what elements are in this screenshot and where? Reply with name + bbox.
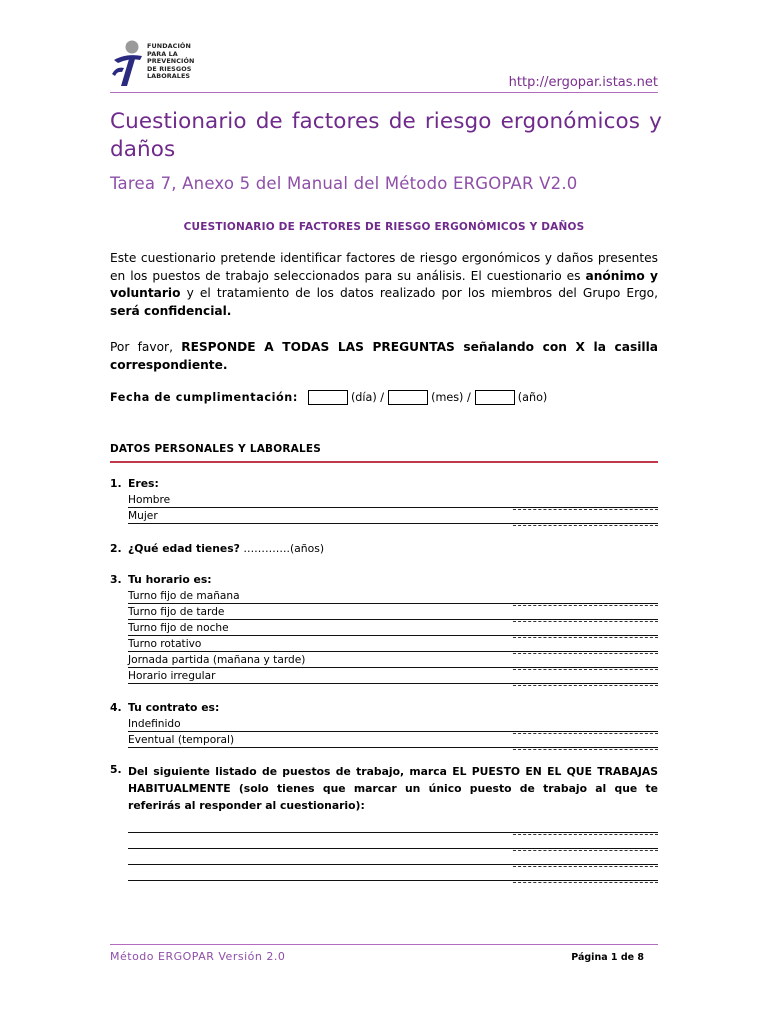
question-label: Tu contrato es: (128, 701, 220, 714)
month-label: (mes) (431, 391, 464, 404)
option-row[interactable] (128, 604, 658, 620)
question-number: 4. (110, 701, 122, 714)
answer-box[interactable] (513, 749, 658, 750)
option-label: Jornada partida (mañana y tarde) (128, 654, 306, 666)
workstation-list (128, 817, 658, 881)
date-separator: / (380, 391, 385, 404)
document-title: Cuestionario de factores de riesgo ergonómicos y daños (110, 109, 662, 162)
month-input-box[interactable] (388, 390, 428, 405)
logo-line: PREVENCIÓN (147, 57, 195, 66)
header-divider (110, 92, 658, 93)
option-label: Eventual (temporal) (128, 734, 235, 746)
question-label: Tu horario es: (128, 573, 212, 586)
day-label: (día) (350, 391, 377, 404)
option-row[interactable] (128, 732, 658, 748)
option-row[interactable] (128, 652, 658, 668)
option-row[interactable] (128, 636, 658, 652)
intro-bold-confidential: será confidencial. (110, 303, 232, 318)
option-row[interactable] (128, 668, 658, 684)
question-text: Del siguiente listado de puestos de trabajo, marca EL PUESTO EN EL QUE TRABAJAS HABITUALMENTE (solo tienes que marcar un único puesto de trabajo al que te referirás al responder al cuestionario): (128, 765, 658, 812)
intro-bold-anonymous: anónimo y voluntario (110, 268, 659, 300)
month-unit (431, 391, 471, 404)
option-list (128, 716, 658, 748)
footer-divider (110, 944, 658, 945)
workstation-row[interactable] (128, 833, 658, 849)
answer-box[interactable] (513, 685, 658, 686)
workstation-row[interactable] (128, 865, 658, 881)
year-input-box[interactable] (475, 390, 515, 405)
question-label (128, 542, 324, 555)
option-label: Turno fijo de tarde (128, 606, 225, 618)
logo-line: FUNDACIÓN (147, 42, 191, 50)
header-url-link[interactable]: http://ergopar.istas.net (508, 75, 658, 90)
request-paragraph (110, 339, 658, 374)
option-list (128, 588, 658, 684)
request-text: Por favor, (110, 340, 182, 354)
question-number: 1. (110, 477, 122, 490)
option-row[interactable] (128, 620, 658, 636)
document-subtitle: Tarea 7, Anexo 5 del Manual del Método ERGOPAR V2.0 (110, 174, 578, 193)
option-label: Indefinido (128, 718, 181, 730)
date-row (110, 390, 551, 405)
option-row[interactable] (128, 508, 658, 524)
intro-text: y el tratamiento de los datos realizado por los miembros del Grupo Ergo, (180, 286, 658, 300)
intro-paragraph (110, 250, 658, 320)
date-label: Fecha de cumplimentación: (110, 391, 298, 404)
option-label: Mujer (128, 510, 158, 522)
section-heading: CUESTIONARIO DE FACTORES DE RIESGO ERGONÓMICOS Y DAÑOS (183, 221, 585, 233)
logo-line: DE RIESGOS (147, 64, 192, 73)
footer-method-version: Método ERGOPAR Versión 2.0 (110, 950, 286, 963)
logo-line: LABORALES (147, 72, 191, 81)
option-row[interactable] (128, 492, 658, 508)
personal-data-divider (110, 461, 658, 463)
workstation-row[interactable] (128, 817, 658, 833)
day-input-box[interactable] (308, 390, 348, 405)
question-number: 2. (110, 542, 122, 555)
option-label: Horario irregular (128, 670, 216, 682)
year-label: (año) (517, 391, 548, 404)
option-label: Turno fijo de mañana (128, 590, 240, 602)
option-label: Turno fijo de noche (128, 622, 229, 634)
logo-figure-icon (110, 40, 150, 88)
footer-page-number: Página 1 de 8 (571, 952, 644, 963)
date-separator: / (466, 391, 471, 404)
foundation-logo (110, 40, 220, 90)
personal-data-heading: DATOS PERSONALES Y LABORALES (110, 443, 322, 455)
question-label: Eres: (128, 477, 159, 490)
day-unit (351, 391, 384, 404)
request-bold: RESPONDE A TODAS LAS PREGUNTAS señalando con X la casilla correspondiente. (110, 340, 658, 372)
option-row[interactable] (128, 588, 658, 604)
question-label-text: ¿Qué edad tienes? (128, 542, 240, 555)
question-number: 3. (110, 573, 122, 586)
question-number: 5. (110, 763, 122, 776)
age-answer-blank[interactable]: ………….(años) (239, 542, 325, 555)
workstation-row[interactable] (128, 849, 658, 865)
option-label: Turno rotativo (128, 638, 202, 650)
option-row[interactable] (128, 716, 658, 732)
answer-box[interactable] (513, 525, 658, 526)
logo-text (147, 43, 194, 81)
option-label: Hombre (128, 494, 171, 506)
option-list (128, 492, 658, 524)
intro-text: Este cuestionario pretende identificar factores de riesgo ergonómicos y daños presentes en los puestos de trabajo seleccionados para su análisis. El cuestionario es (110, 251, 658, 283)
answer-box[interactable] (513, 882, 658, 883)
logo-line: PARA LA (147, 49, 178, 58)
